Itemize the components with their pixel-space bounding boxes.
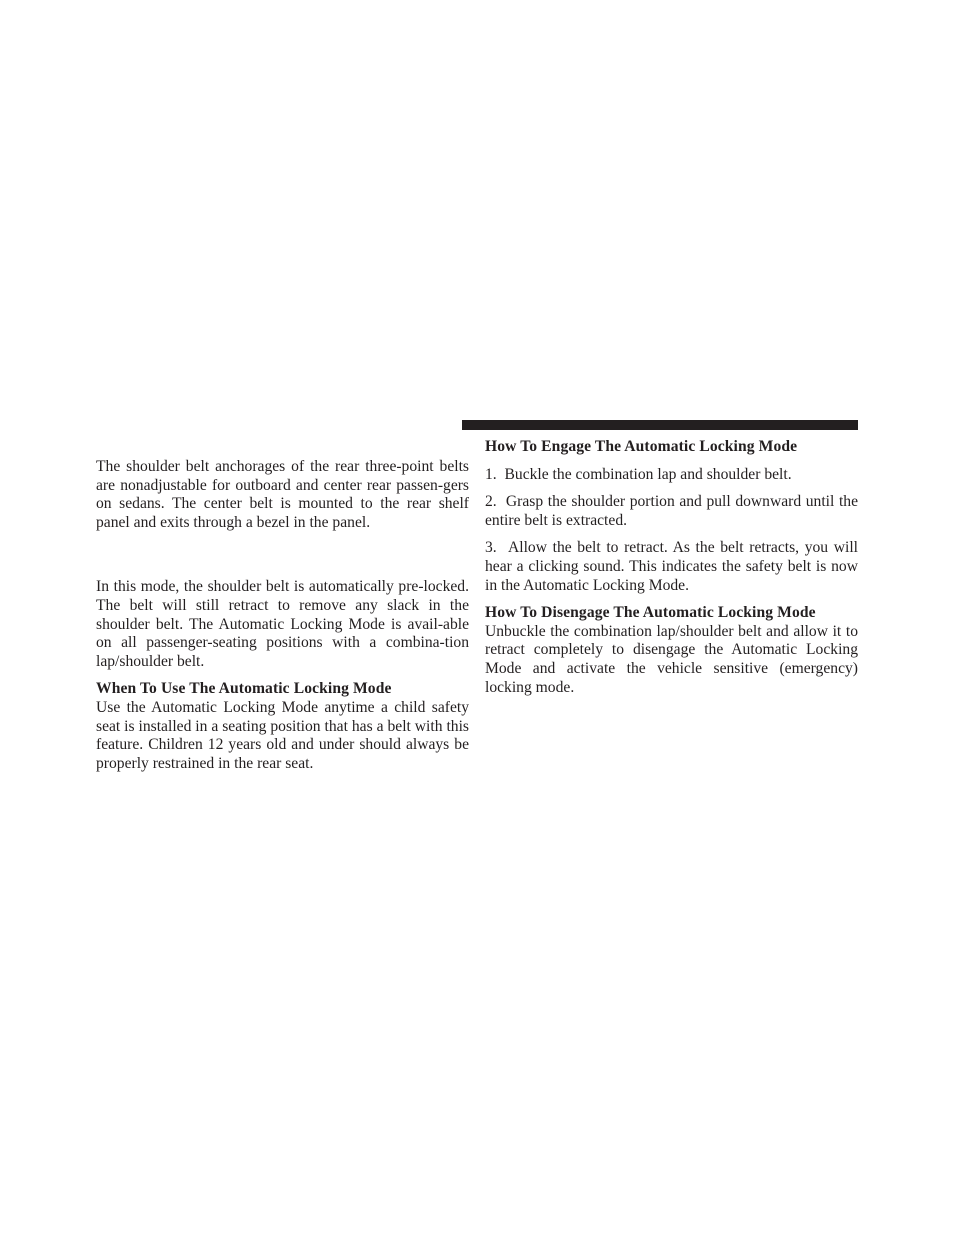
left-column	[96, 458, 469, 773]
locking-mode-paragraph: In this mode, the shoulder belt is automatically pre-locked. The belt will still retract to remove any slack in the shoulder belt. The Automatic Locking Mode is avail-able on all passenger-seating positions with a combina-tion lap/shoulder belt.	[96, 578, 469, 670]
engage-step-3: 3. Allow the belt to retract. As the belt retracts, you will hear a clicking sound. This indicates the safety belt is now in the Automatic Locking Mode.	[485, 539, 858, 594]
when-to-use-heading: When To Use The Automatic Locking Mode	[96, 680, 392, 698]
engage-step-1: 1. Buckle the combination lap and shoulder belt.	[485, 465, 792, 483]
when-to-use-paragraph: Use the Automatic Locking Mode anytime a child safety seat is installed in a seating position that has a belt with this feature. Children 12 years old and under should always be properly restrained in the rear seat.	[96, 698, 469, 772]
right-column	[485, 438, 858, 697]
engage-heading: How To Engage The Automatic Locking Mode	[485, 438, 798, 455]
section-rule	[462, 420, 858, 430]
disengage-paragraph: Unbuckle the combination lap/shoulder belt and allow it to retract completely to disengage the Automatic Locking Mode and activate the vehicle sensitive (emergency) locking mode.	[485, 622, 858, 696]
engage-step-2: 2. Grasp the shoulder portion and pull downward until the entire belt is extracted.	[485, 493, 858, 529]
disengage-heading: How To Disengage The Automatic Locking Mode	[485, 604, 816, 622]
anchorage-paragraph: The shoulder belt anchorages of the rear three-point belts are nonadjustable for outboard and center rear passen-gers on sedans. The center belt is mounted to the rear shelf panel and exits through a bezel in the panel.	[96, 458, 469, 531]
